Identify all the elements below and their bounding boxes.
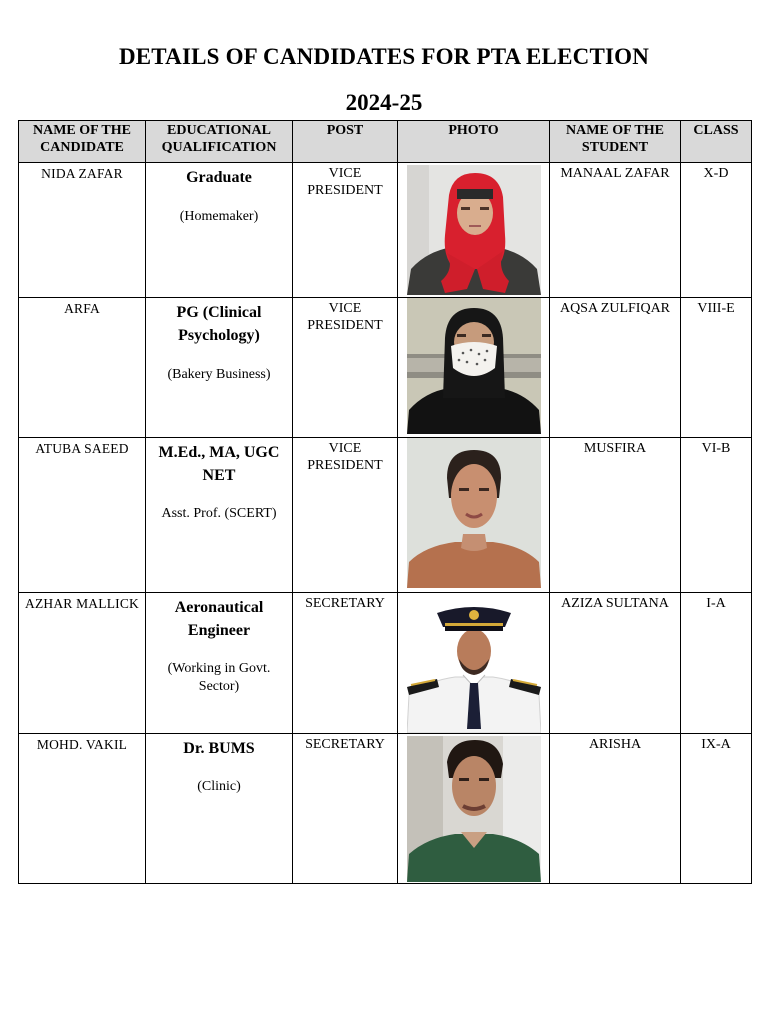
student-name: ARISHA [550, 734, 681, 884]
qualification: PG (Clinical Psychology) [176, 304, 262, 344]
photo-cell [398, 163, 550, 298]
table-header-row [19, 121, 752, 163]
document-title: DETAILS OF CANDIDATES FOR PTA ELECTION [118, 44, 650, 69]
candidate-photo [407, 438, 541, 588]
student-name: MANAAL ZAFAR [550, 163, 681, 298]
student-name: AZIZA SULTANA [550, 593, 681, 734]
table-row [19, 438, 752, 593]
photo-cell [398, 298, 550, 438]
qualification: Dr. BUMS [183, 740, 255, 757]
candidate-photo [407, 595, 541, 733]
occupation: (Clinic) [197, 779, 241, 794]
qualification-cell [146, 163, 293, 298]
candidate-name: ATUBA SAEED [19, 438, 146, 593]
student-class: VI-B [681, 438, 752, 593]
candidate-photo [407, 298, 541, 434]
header-qualification: EDUCATIONAL QUALIFICATION [146, 121, 293, 163]
header-student: NAME OF THE STUDENT [550, 121, 681, 163]
student-class: IX-A [681, 734, 752, 884]
qualification-cell [146, 438, 293, 593]
candidate-name: AZHAR MALLICK [19, 593, 146, 734]
candidate-name: ARFA [19, 298, 146, 438]
candidate-photo [407, 165, 541, 295]
candidate-name: NIDA ZAFAR [19, 163, 146, 298]
student-name: AQSA ZULFIQAR [550, 298, 681, 438]
header-class: CLASS [681, 121, 752, 163]
occupation: Asst. Prof. (SCERT) [161, 506, 277, 521]
qualification-cell [146, 734, 293, 884]
student-name: MUSFIRA [550, 438, 681, 593]
post: SECRETARY [293, 593, 398, 734]
student-class: I-A [681, 593, 752, 734]
post: VICE PRESIDENT [293, 163, 398, 298]
photo-cell [398, 438, 550, 593]
header-candidate: NAME OF THE CANDIDATE [19, 121, 146, 163]
photo-cell [398, 593, 550, 734]
occupation: (Homemaker) [179, 209, 259, 224]
table-row [19, 593, 752, 734]
student-class: X-D [681, 163, 752, 298]
candidate-photo [407, 736, 541, 882]
candidates-table [18, 120, 752, 884]
qualification-cell [146, 593, 293, 734]
candidate-name: MOHD. VAKIL [19, 734, 146, 884]
header-post: POST [293, 121, 398, 163]
table-row [19, 298, 752, 438]
post: VICE PRESIDENT [293, 438, 398, 593]
table-row [19, 734, 752, 884]
qualification-cell [146, 298, 293, 438]
photo-cell [398, 734, 550, 884]
header-photo: PHOTO [398, 121, 550, 163]
qualification: M.Ed., MA, UGC NET [158, 444, 280, 484]
document-year: 2024-25 [345, 90, 423, 115]
occupation: (Bakery Business) [167, 367, 271, 382]
table-row [19, 163, 752, 298]
occupation: (Working in Govt. Sector) [167, 661, 271, 694]
post: SECRETARY [293, 734, 398, 884]
post: VICE PRESIDENT [293, 298, 398, 438]
qualification: Aeronautical Engineer [174, 599, 264, 639]
student-class: VIII-E [681, 298, 752, 438]
qualification: Graduate [186, 169, 252, 186]
